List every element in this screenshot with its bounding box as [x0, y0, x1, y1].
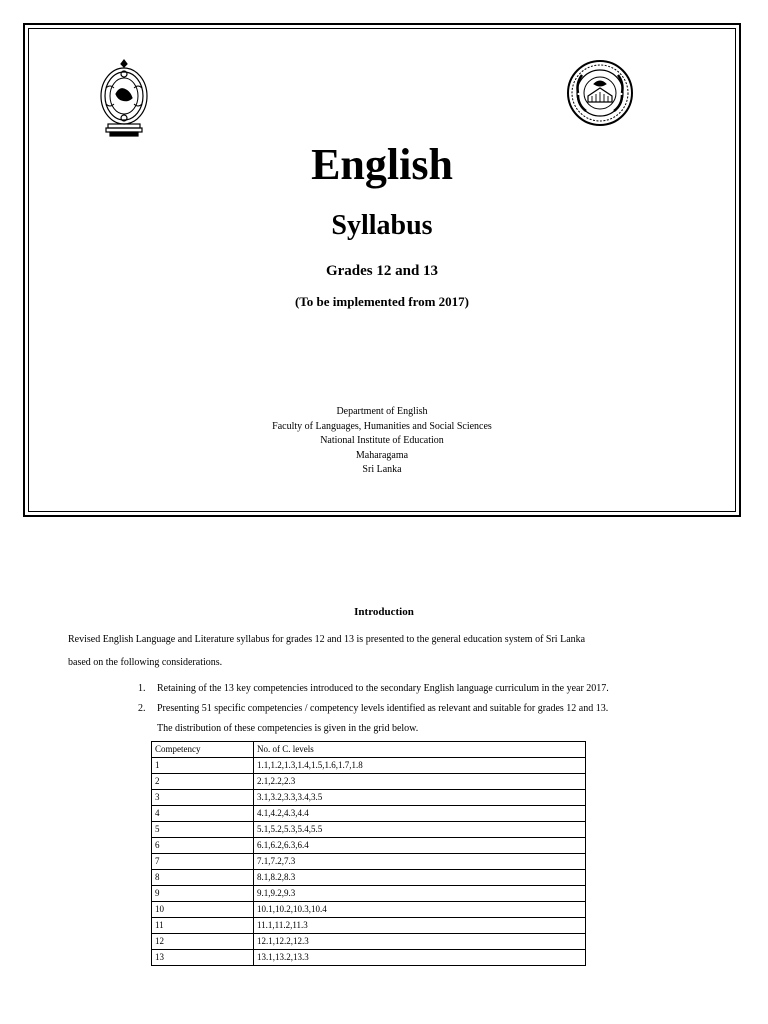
competency-levels-cell: 5.1,5.2,5.3,5.4,5.5: [254, 822, 586, 838]
cover-page-frame: [23, 23, 741, 517]
competency-number-cell: 2: [152, 774, 254, 790]
competency-number-cell: 10: [152, 902, 254, 918]
list-item: [138, 679, 738, 699]
list-item-text: The distribution of these competencies is given in the grid below.: [157, 723, 419, 734]
introduction-paragraph-line: Revised English Language and Literature syllabus for grades 12 and 13 is presented to the general education system of Sri Lanka: [68, 634, 586, 645]
competency-levels-cell: 6.1,6.2,6.3,6.4: [254, 838, 586, 854]
table-row: [152, 918, 586, 934]
competency-number-cell: 4: [152, 806, 254, 822]
grades-line: Grades 12 and 13: [325, 263, 439, 279]
competency-levels-cell: 2.1,2.2,2.3: [254, 774, 586, 790]
competency-levels-cell: 1.1,1.2,1.3,1.4,1.5,1.6,1.7,1.8: [254, 758, 586, 774]
address-line-institute: National Institute of Education: [320, 435, 444, 447]
table-row: [152, 774, 586, 790]
competency-number-cell: 7: [152, 854, 254, 870]
document-title: English: [311, 140, 453, 189]
table-row: [152, 902, 586, 918]
list-item-number: 2.: [138, 703, 146, 714]
list-item-text: Presenting 51 specific competencies / competency levels identified as relevant and suitable for grades 12 and 13.: [157, 703, 609, 714]
grid-header-row: [152, 742, 586, 758]
table-row: [152, 806, 586, 822]
document-subtitle: Syllabus: [331, 210, 433, 241]
competency-levels-cell: 7.1,7.2,7.3: [254, 854, 586, 870]
introduction-paragraph-line: based on the following considerations.: [68, 657, 223, 668]
list-item-number: 1.: [138, 683, 146, 694]
sri-lanka-coat-of-arms-icon: [98, 58, 150, 138]
introduction-heading: Introduction: [354, 606, 414, 618]
considerations-list: [138, 679, 738, 739]
address-line-country: Sri Lanka: [362, 464, 402, 476]
table-row: [152, 790, 586, 806]
table-row: [152, 838, 586, 854]
competency-number-cell: 5: [152, 822, 254, 838]
competency-grid: [151, 741, 586, 966]
competency-number-cell: 3: [152, 790, 254, 806]
competency-number-cell: 13: [152, 950, 254, 966]
address-line-faculty: Faculty of Languages, Humanities and Social Sciences: [272, 420, 492, 432]
implementation-note: (To be implemented from 2017): [294, 294, 470, 309]
competency-number-cell: 12: [152, 934, 254, 950]
table-row: [152, 950, 586, 966]
competency-levels-cell: 10.1,10.2,10.3,10.4: [254, 902, 586, 918]
publisher-address: [25, 405, 739, 478]
competency-number-cell: 9: [152, 886, 254, 902]
grid-header-cell: Competency: [152, 742, 254, 758]
table-row: [152, 822, 586, 838]
grid-header-cell: No. of C. levels: [254, 742, 586, 758]
competency-levels-cell: 12.1,12.2,12.3: [254, 934, 586, 950]
competency-levels-cell: 3.1,3.2,3.3,3.4,3.5: [254, 790, 586, 806]
introduction-paragraph: [68, 628, 718, 674]
competency-levels-cell: 8.1,8.2,8.3: [254, 870, 586, 886]
list-item-text: Retaining of the 13 key competencies introduced to the secondary English language curriculum in the year 2017.: [157, 683, 609, 694]
table-row: [152, 870, 586, 886]
table-row: [152, 758, 586, 774]
competency-number-cell: 8: [152, 870, 254, 886]
address-line-department: Department of English: [336, 406, 428, 417]
table-row: [152, 934, 586, 950]
competency-number-cell: 1: [152, 758, 254, 774]
table-row: [152, 854, 586, 870]
competency-levels-cell: 9.1,9.2,9.3: [254, 886, 586, 902]
list-item: [138, 699, 738, 739]
competency-number-cell: 6: [152, 838, 254, 854]
nie-seal-icon: [566, 58, 634, 128]
competency-levels-cell: 4.1,4.2,4.3,4.4: [254, 806, 586, 822]
competency-levels-cell: 11.1,11.2,11.3: [254, 918, 586, 934]
competency-levels-cell: 13.1,13.2,13.3: [254, 950, 586, 966]
address-line-city: Maharagama: [355, 449, 409, 461]
table-row: [152, 886, 586, 902]
competency-number-cell: 11: [152, 918, 254, 934]
